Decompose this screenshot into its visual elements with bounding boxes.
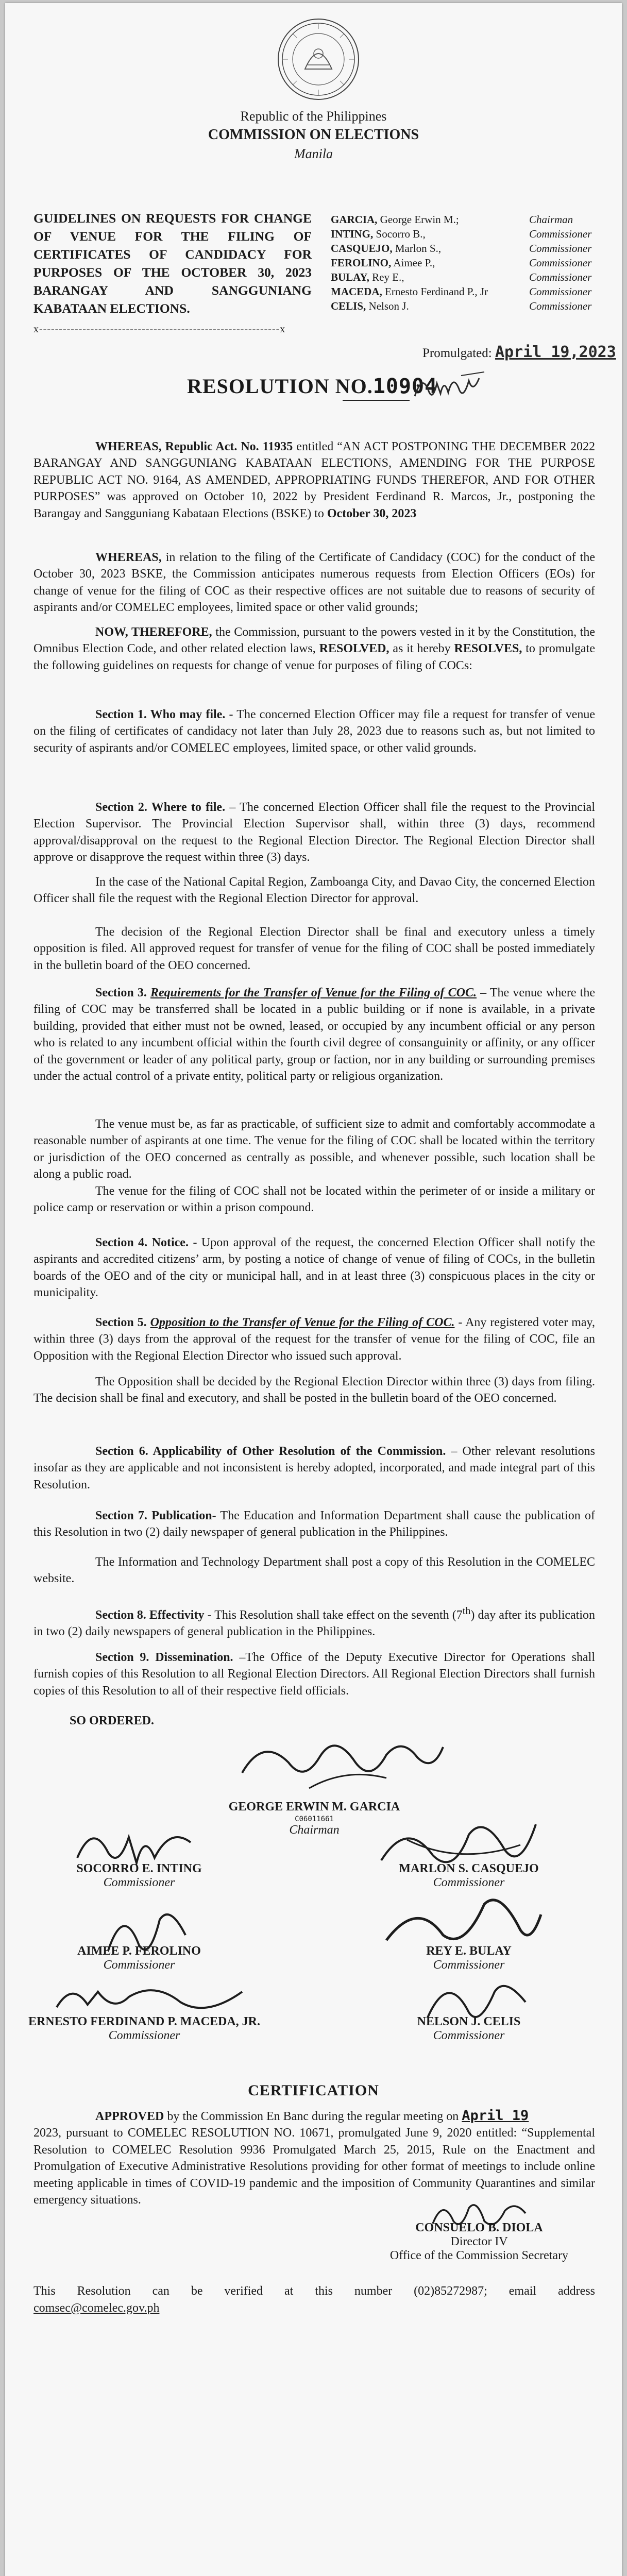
certification-handwritten-date: April 19: [462, 2108, 529, 2124]
verification-note: This Resolution can be verified at this number (02)85272987; email address comsec@comelec.gov.ph: [33, 2283, 595, 2317]
section-2: Section 2. Where to file. – The concerned Election Officer shall file the request to the Provincial Election Supervisor. The Provincial Election Supervisor shall, within three (3) days, recommend approval/disapproval on the request to the Regional Election Director. The Regional Election Director shall approve or disapprove the request within three (3) days.: [33, 801, 595, 865]
now-therefore-paragraph: NOW, THEREFORE, the Commission, pursuant to the powers vested in it by the Constitution, the Omnibus Election Code, and other related election laws, RESOLVED, as it hereby RESOLVES, to promulgate the following guidelines on requests for change of venue for purposes of filing of COCs:: [33, 625, 596, 672]
section-7: Section 7. Publication- The Education and Information Department shall cause the publication of this Resolution in two (2) daily newspaper of general publication in the Philippines.: [33, 1509, 595, 1539]
member-row: GARCIA, George Erwin M.; Chairman: [331, 213, 573, 226]
section-9: Section 9. Dissemination. –The Office of the Deputy Executive Director for Operations shall furnish copies of this Resolution to all Regional Election Directors. All Regional Election Directors shall furnish copies of this Resolution to all of their respective field officials.: [33, 1651, 595, 1698]
member-row: INTING, Socorro B., Commissioner: [331, 228, 592, 240]
resolution-subject: GUIDELINES ON REQUESTS FOR CHANGE OF VENUE FOR THE FILING OF CERTIFICATES OF CANDIDACY FOR PURPOSES OF THE OCTOBER 30, 2023 BARANGAY AND SANGGUNIANG KABATAAN ELECTIONS.: [33, 211, 312, 316]
member-row: FEROLINO, Aimee P., Commissioner: [331, 257, 592, 269]
comelec-seal-icon: [277, 18, 360, 101]
signatory-inting: SOCORRO E. INTING Commissioner: [76, 1862, 202, 1889]
signatory-ferolino: AIMEE P. FEROLINO Commissioner: [77, 1944, 201, 1972]
section-5-paragraph-2: The Opposition shall be decided by the Regional Election Director within three (3) days from filing. The decision shall be final and executory, and shall be posted in the bulletin board of the OEO concerned.: [33, 1375, 595, 1405]
signatory-garcia: GEORGE ERWIN M. GARCIA C06011661 Chairman: [228, 1800, 400, 1837]
header-city: Manila: [294, 146, 333, 161]
whereas-paragraph-2: WHEREAS, in relation to the filing of the Certificate of Candidacy (COC) for the conduct of the October 30, 2023 BSKE, the Commission anticipates numerous requests from Election Officers (EOs) for change of venue for the filing of COC as their respective offices are not suitable due to reasons of security of aspirants and/or COMELEC employees, limited space or other valid grounds;: [33, 551, 595, 615]
resolution-handwritten-number: 10904: [372, 375, 438, 398]
so-ordered: SO ORDERED.: [70, 1714, 155, 1727]
section-3-paragraph-3: The venue for the filing of COC shall not be located within the perimeter of or inside a military or police camp or reservation or within a prison compound.: [33, 1184, 595, 1215]
header-commission: COMMISSION ON ELECTIONS: [208, 127, 419, 143]
commission-members: [331, 212, 609, 313]
initials-signature-icon: [412, 368, 489, 404]
section-7-paragraph-2: The Information and Technology Department shall post a copy of this Resolution in the COMELEC website.: [33, 1555, 595, 1586]
separator-line: x-------------------------------------------------------------x: [33, 324, 286, 335]
signatory-maceda: ERNESTO FERDINAND P. MACEDA, JR. Commissioner: [28, 2015, 261, 2042]
signatory-celis: NELSON J. CELIS Commissioner: [417, 2015, 521, 2042]
section-2-paragraph-2: In the case of the National Capital Region, Zamboanga City, and Davao City, the concerned Election Officer shall file the request with the Regional Election Director for approval.: [33, 875, 595, 906]
section-2-paragraph-3: The decision of the Regional Election Director shall be final and executory unless a timely opposition is filed. All approved request for transfer of venue for the filing of COC shall be posted immediately in the bulletin board of the OEO concerned.: [33, 925, 595, 972]
contact-email: comsec@comelec.gov.ph: [33, 2301, 160, 2315]
certification-title: CERTIFICATION: [248, 2082, 379, 2099]
resolution-number-underline: [343, 400, 410, 401]
section-5: Section 5. Opposition to the Transfer of Venue for the Filing of COC. - Any registered voter may, within three (3) days from the approval of the request for the transfer of venue for the filing of COC, file an Opposition with the Regional Election Director who issued such approval.: [33, 1316, 595, 1363]
member-row: CELIS, Nelson J. Commissioner: [331, 300, 592, 312]
resolution-number: RESOLUTION NO.10904: [187, 375, 438, 398]
section-4: Section 4. Notice. - Upon approval of the request, the concerned Election Officer shall notify the aspirants and accredited citizens’ arm, by posting a notice of change of venue of filing of COCs, in the bulletin boards of the OEO and of the city or municipal hall, and in at least three (3) conspicuous places in the city or municipality.: [33, 1236, 595, 1300]
member-row: MACEDA, Ernesto Ferdinand P., Jr Commissioner: [331, 285, 592, 298]
header-republic: Republic of the Philippines: [240, 109, 387, 124]
section-1: Section 1. Who may file. - The concerned Election Officer may file a request for transfer of venue on the filing of certificates of candidacy not later than July 28, 2023 due to reasons such as, but not limited to security of aspirants and/or COMELEC employees, limited space, or other valid grounds.: [33, 708, 596, 755]
section-3: Section 3. Requirements for the Transfer of Venue for the Filing of COC. – The venue where the filing of COC may be transferred shall be located in a public building or if none is available, in a private building, provided that either must not be owned, leased, or occupied by any incumbent official or any person who is related to any incumbent official within the fourth civil degree of consanguinity or affinity, or any officer of the government or leader of any political party, group or faction, nor in any building or surrounding premises under the actual control of a private entity, political party or religious organization.: [33, 986, 595, 1083]
signatory-bulay: REY E. BULAY Commissioner: [426, 1944, 512, 1972]
document-page: [5, 3, 622, 2576]
promulgated-date: Promulgated: April 19,2023: [422, 343, 616, 361]
section-8: Section 8. Effectivity - This Resolution shall take effect on the seventh (7th) day after its publication in two (2) daily newspapers of general publication in the Philippines.: [33, 1605, 595, 1639]
garcia-signature-icon: [232, 1726, 448, 1804]
section-3-paragraph-2: The venue must be, as far as practicable, of sufficient size to admit and comfortably accommodate a reasonable number of aspirants at one time. The venue for the filing of COC shall be located within the territory or jurisdiction of the OEO concerned as centrally as possible, and whenever possible, such location shall be along a public road.: [33, 1117, 595, 1181]
member-row: CASQUEJO, Marlon S., Commissioner: [331, 242, 592, 255]
signatory-casquejo: MARLON S. CASQUEJO Commissioner: [399, 1862, 539, 1889]
promulgated-handwritten-date: April 19,2023: [495, 343, 616, 361]
certification-text: APPROVED by the Commission En Banc during the regular meeting on April 19 2023, pursuant to COMELEC RESOLUTION NO. 10671, promulgated June 9, 2020 entitled: “Supplemental Resolution to COMELEC Resolution 9936 Promulgated March 25, 2015, Rule on the Enactment and Promulgation of Executive Administrative Resolutions providing for other format of meetings to include online meeting applicable in times of COVID-19 pandemic and the imposition of Community Quarantines and similar emergency situations.: [33, 2108, 595, 2207]
whereas-paragraph-1: WHEREAS, Republic Act. No. 11935 entitled “AN ACT POSTPONING THE DECEMBER 2022 BARANGAY AND SANGGUNIANG KABATAAN ELECTIONS, AMENDING FOR THE PURPOSE REPUBLIC ACT NO. 9164, AS AMENDED, APPROPRIATING FUNDS THEREFOR, AND FOR OTHER PURPOSES” was approved on October 10, 2022 by President Ferdinand R. Marcos, Jr., postponing the Barangay and Sangguniang Kabataan Elections (BSKE) to October 30, 2023: [33, 440, 595, 520]
section-6: Section 6. Applicability of Other Resolution of the Commission. – Other relevant resolutions insofar as they are applicable and not inconsistent is hereby adopted, incorporated, and made integral part of this Resolution.: [33, 1445, 596, 1492]
signatory-diola: CONSUELO B. DIOLA Director IV Office of the Commission Secretary: [389, 2221, 569, 2262]
member-row: BULAY, Rey E., Commissioner: [331, 271, 592, 283]
